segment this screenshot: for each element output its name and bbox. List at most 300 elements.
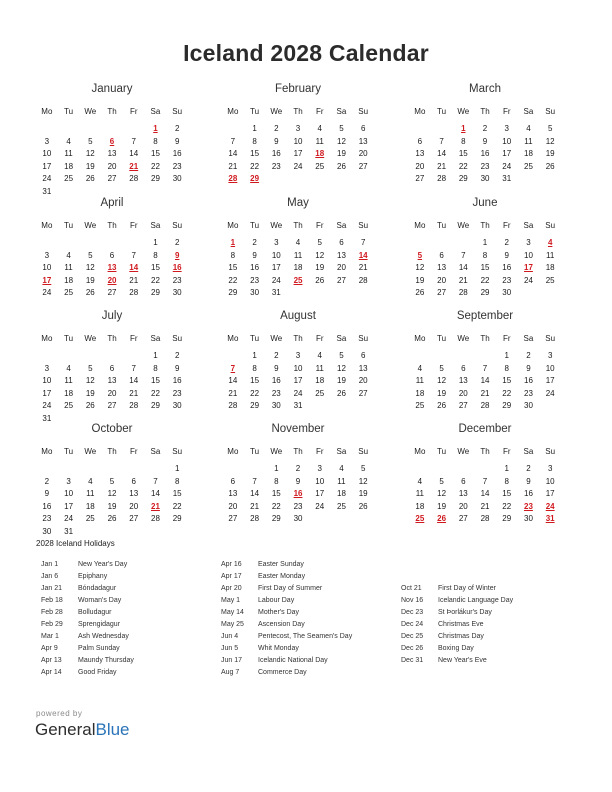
holiday-list-item	[221, 619, 352, 631]
day-cell: 24	[545, 388, 555, 398]
day-cell: 26	[85, 288, 95, 298]
day-cell: 27	[228, 514, 238, 524]
holiday-name: Easter Monday	[258, 573, 306, 580]
day-cell: 20	[107, 388, 117, 398]
holiday-day-cell: 23	[524, 501, 533, 511]
day-cell: 13	[337, 250, 346, 260]
day-cell: 28	[250, 514, 260, 524]
day-cell: 10	[64, 489, 74, 499]
holiday-name: Icelandic Language Day	[438, 597, 514, 604]
day-cell: 28	[458, 288, 468, 298]
day-cell: 18	[85, 501, 95, 511]
empty-day-cell	[518, 287, 540, 300]
day-cell: 13	[129, 489, 139, 499]
weekday-label: Tu	[437, 221, 447, 230]
day-cell: 28	[129, 288, 139, 298]
day-cell: 25	[64, 288, 74, 298]
holiday-date: Jun 5	[221, 645, 239, 652]
day-cell: 13	[107, 149, 117, 159]
month-3	[409, 83, 561, 186]
day-cell: 4	[417, 476, 423, 486]
day-cell: 12	[85, 263, 95, 273]
empty-day-cell	[244, 463, 266, 476]
empty-day-cell	[36, 350, 58, 363]
day-cell: 11	[415, 489, 425, 499]
weekday-label: Fr	[129, 221, 138, 230]
day-cell: 22	[228, 275, 238, 285]
day-cell: 29	[151, 401, 160, 411]
empty-day-cell	[431, 350, 453, 363]
empty-day-cell	[539, 400, 561, 413]
weekday-label: We	[457, 447, 470, 456]
day-cell: 15	[271, 489, 281, 499]
week-row	[222, 161, 374, 174]
day-cell: 15	[480, 263, 490, 273]
empty-day-cell	[331, 287, 353, 300]
weekday-label: Th	[480, 334, 490, 343]
week-row	[36, 350, 188, 363]
day-cell: 25	[315, 161, 325, 171]
holiday-list-item	[221, 667, 352, 679]
holiday-day-cell: 13	[107, 263, 117, 273]
holiday-day-cell: 21	[129, 161, 139, 171]
day-cell: 23	[271, 161, 281, 171]
day-cell: 24	[271, 275, 281, 285]
empty-day-cell	[58, 123, 80, 136]
holiday-name: Boxing Day	[438, 645, 474, 652]
weekday-label: We	[270, 107, 283, 116]
holiday-day-cell: 28	[228, 174, 238, 184]
holiday-name: Labour Day	[258, 597, 295, 604]
day-cell: 10	[271, 250, 281, 260]
day-cell: 15	[151, 376, 160, 386]
holiday-list-item	[401, 583, 513, 595]
empty-day-cell	[79, 463, 101, 476]
day-cell: 8	[461, 136, 466, 146]
holiday-date: Oct 21	[401, 585, 422, 592]
empty-day-cell	[352, 173, 374, 186]
day-cell: 11	[64, 263, 73, 273]
week-row	[409, 363, 561, 376]
weekday-label: Th	[480, 107, 490, 116]
month-5	[222, 197, 374, 300]
holiday-day-cell: 1	[153, 124, 158, 133]
weekday-label: Su	[358, 334, 369, 343]
holiday-list-item	[221, 607, 352, 619]
holiday-list-item	[41, 583, 134, 595]
weekday-label: We	[270, 334, 283, 343]
day-cell: 22	[151, 275, 160, 285]
week-row	[222, 476, 374, 489]
holiday-date: Aug 7	[221, 669, 240, 676]
holiday-date: Dec 24	[401, 621, 424, 628]
day-cell: 2	[174, 124, 180, 133]
empty-day-cell	[123, 350, 145, 363]
month-name: November	[271, 423, 325, 435]
day-cell: 3	[504, 124, 509, 133]
day-cell: 9	[526, 476, 531, 486]
day-cell: 14	[458, 263, 468, 273]
day-cell: 14	[129, 149, 139, 159]
day-cell: 26	[358, 501, 368, 511]
weekday-label: Mo	[41, 447, 53, 456]
holiday-date: Apr 13	[41, 657, 62, 664]
weekday-label: Sa	[336, 221, 347, 230]
empty-day-cell	[452, 463, 474, 476]
empty-day-cell	[409, 123, 431, 136]
weekday-label: Fr	[502, 221, 511, 230]
day-cell: 10	[545, 363, 555, 373]
holiday-day-cell: 16	[172, 263, 182, 273]
day-cell: 2	[174, 238, 180, 247]
day-cell: 29	[502, 514, 512, 524]
day-cell: 7	[461, 250, 466, 260]
day-cell: 22	[502, 501, 512, 511]
week-row	[222, 123, 374, 136]
day-cell: 7	[360, 238, 366, 247]
day-cell: 14	[129, 376, 139, 386]
empty-day-cell	[409, 463, 431, 476]
day-cell: 26	[85, 401, 95, 411]
day-cell: 7	[131, 363, 136, 373]
holiday-name: Easter Sunday	[258, 561, 304, 568]
day-cell: 18	[545, 263, 555, 273]
week-row	[409, 275, 561, 288]
empty-day-cell	[452, 350, 474, 363]
week-row	[222, 375, 374, 388]
day-cell: 26	[337, 161, 346, 171]
empty-day-cell	[58, 237, 80, 250]
day-cell: 17	[42, 161, 52, 171]
day-cell: 11	[293, 250, 303, 260]
weekday-label: Tu	[64, 221, 74, 230]
day-cell: 13	[437, 263, 447, 273]
day-cell: 20	[458, 388, 468, 398]
empty-day-cell	[79, 526, 101, 539]
day-cell: 30	[172, 288, 182, 298]
day-cell: 14	[250, 489, 260, 499]
day-cell: 9	[504, 250, 509, 260]
empty-day-cell	[101, 526, 123, 539]
day-cell: 14	[480, 489, 490, 499]
month-1	[36, 83, 188, 199]
day-cell: 18	[64, 275, 74, 285]
day-cell: 8	[153, 363, 158, 373]
day-cell: 15	[250, 376, 260, 386]
day-cell: 27	[337, 275, 346, 285]
day-cell: 1	[252, 351, 257, 360]
month-name: August	[280, 310, 316, 322]
day-cell: 13	[358, 136, 368, 146]
holiday-name: Good Friday	[78, 669, 117, 676]
day-cell: 18	[415, 501, 425, 511]
week-row	[409, 237, 561, 250]
day-cell: 23	[172, 161, 182, 171]
week-row	[222, 350, 374, 363]
day-cell: 25	[64, 174, 74, 184]
weekday-label: Su	[358, 221, 369, 230]
day-cell: 28	[480, 401, 490, 411]
holiday-date: May 14	[221, 609, 244, 616]
weekday-header	[36, 441, 188, 463]
day-cell: 21	[228, 388, 238, 398]
week-row	[36, 488, 188, 501]
day-cell: 26	[107, 514, 117, 524]
day-cell: 5	[339, 351, 344, 360]
day-cell: 1	[252, 124, 257, 133]
day-cell: 9	[295, 476, 301, 486]
week-row	[222, 363, 374, 376]
day-cell: 27	[358, 161, 368, 171]
holiday-name: Commerce Day	[258, 669, 307, 676]
day-cell: 13	[458, 489, 468, 499]
day-cell: 8	[153, 136, 158, 146]
day-cell: 15	[228, 263, 238, 273]
day-cell: 21	[480, 388, 490, 398]
weekday-label: Mo	[227, 447, 239, 456]
day-cell: 4	[317, 124, 322, 133]
holiday-name: Icelandic National Day	[258, 657, 328, 664]
day-cell: 18	[524, 149, 533, 159]
day-cell: 1	[153, 351, 158, 360]
empty-day-cell	[123, 526, 145, 539]
day-cell: 30	[293, 514, 303, 524]
holiday-name: New Year's Day	[78, 561, 128, 568]
week-row	[222, 501, 374, 514]
day-cell: 15	[502, 489, 512, 499]
day-cell: 19	[337, 149, 346, 159]
day-cell: 1	[504, 464, 509, 473]
empty-day-cell	[474, 463, 496, 476]
day-cell: 27	[107, 288, 117, 298]
holiday-date: Feb 18	[41, 597, 63, 604]
weekday-label: Su	[172, 107, 183, 116]
empty-day-cell	[309, 400, 331, 413]
day-cell: 2	[504, 238, 509, 247]
day-cell: 31	[42, 186, 52, 196]
weekday-header	[409, 441, 561, 463]
holiday-list-item	[41, 631, 134, 643]
day-cell: 30	[172, 174, 182, 184]
weekday-label: Th	[107, 334, 117, 343]
holiday-day-cell: 29	[250, 174, 260, 184]
day-cell: 27	[415, 174, 425, 184]
day-cell: 5	[88, 363, 93, 373]
weekday-label: Fr	[129, 334, 138, 343]
day-cell: 25	[337, 501, 346, 511]
week-row	[409, 262, 561, 275]
empty-day-cell	[101, 463, 123, 476]
weekday-label: Tu	[250, 221, 260, 230]
holiday-date: May 25	[221, 621, 244, 628]
day-cell: 14	[228, 376, 238, 386]
weekday-label: We	[270, 221, 283, 230]
holiday-day-cell: 26	[437, 514, 447, 524]
holiday-name: Palm Sunday	[78, 645, 120, 652]
day-cell: 16	[172, 149, 182, 159]
week-row	[36, 363, 188, 376]
day-cell: 20	[337, 263, 346, 273]
week-row	[409, 400, 561, 413]
weekday-label: Tu	[64, 447, 74, 456]
weekday-label: Fr	[502, 447, 511, 456]
weekday-label: Tu	[64, 107, 74, 116]
month-name: February	[274, 83, 322, 95]
weekday-label: Sa	[150, 107, 161, 116]
week-row	[409, 250, 561, 263]
day-cell: 7	[153, 476, 158, 486]
holiday-day-cell: 14	[358, 250, 368, 260]
day-cell: 13	[458, 376, 468, 386]
holiday-list-item	[401, 631, 513, 643]
holiday-list-item	[41, 619, 134, 631]
day-cell: 30	[271, 401, 281, 411]
holiday-list-item	[221, 655, 352, 667]
day-cell: 8	[504, 363, 509, 373]
day-cell: 26	[315, 275, 325, 285]
holiday-list-item	[41, 667, 134, 679]
brand-logo[interactable]	[35, 720, 130, 740]
day-cell: 10	[42, 376, 52, 386]
weekday-label: Su	[358, 447, 369, 456]
day-cell: 20	[358, 376, 368, 386]
day-cell: 6	[461, 363, 466, 373]
holiday-day-cell: 20	[107, 275, 117, 285]
day-cell: 4	[66, 250, 71, 260]
week-row	[222, 250, 374, 263]
month-2	[222, 83, 374, 186]
weekday-header	[36, 328, 188, 350]
day-cell: 16	[480, 149, 490, 159]
day-cell: 5	[109, 476, 115, 486]
day-cell: 3	[274, 238, 279, 247]
week-row	[409, 350, 561, 363]
empty-day-cell	[539, 173, 561, 186]
week-row	[409, 173, 561, 186]
day-cell: 12	[437, 376, 447, 386]
day-cell: 22	[271, 501, 281, 511]
week-row	[409, 161, 561, 174]
holiday-date: Apr 14	[41, 669, 62, 676]
day-cell: 19	[85, 388, 95, 398]
day-cell: 16	[271, 376, 281, 386]
month-4	[36, 197, 188, 300]
weekday-label: Mo	[227, 107, 239, 116]
empty-day-cell	[101, 237, 123, 250]
holiday-day-cell: 4	[547, 238, 553, 247]
day-cell: 17	[271, 263, 281, 273]
day-cell: 2	[526, 464, 531, 473]
day-cell: 22	[502, 388, 512, 398]
day-cell: 28	[228, 401, 238, 411]
day-cell: 30	[172, 401, 182, 411]
holiday-day-cell: 6	[109, 136, 115, 146]
week-row	[222, 513, 374, 526]
day-cell: 19	[85, 161, 95, 171]
day-cell: 12	[415, 263, 425, 273]
day-cell: 7	[230, 136, 236, 146]
day-cell: 20	[458, 501, 468, 511]
day-cell: 28	[358, 275, 368, 285]
week-row	[222, 173, 374, 186]
weekday-label: Su	[545, 447, 556, 456]
weekday-label: We	[84, 107, 97, 116]
day-cell: 6	[461, 476, 466, 486]
weekday-label: Mo	[414, 107, 426, 116]
day-cell: 22	[458, 161, 468, 171]
week-row	[409, 136, 561, 149]
day-cell: 30	[502, 288, 512, 298]
weekday-label: Tu	[64, 334, 74, 343]
week-row	[36, 287, 188, 300]
day-cell: 17	[64, 501, 74, 511]
day-cell: 6	[131, 476, 136, 486]
day-cell: 18	[337, 489, 346, 499]
holiday-name: Sprengidagur	[78, 621, 121, 628]
day-cell: 31	[502, 174, 512, 184]
week-row	[409, 488, 561, 501]
day-cell: 9	[274, 363, 279, 373]
day-cell: 24	[502, 161, 512, 171]
holiday-date: May 1	[221, 597, 241, 604]
day-cell: 21	[250, 501, 260, 511]
empty-day-cell	[36, 123, 58, 136]
day-cell: 19	[337, 376, 346, 386]
holiday-name: Woman's Day	[78, 597, 122, 604]
day-cell: 26	[415, 288, 425, 298]
weekday-label: Th	[293, 447, 303, 456]
week-row	[36, 526, 188, 539]
weekday-label: Su	[172, 447, 183, 456]
day-cell: 11	[415, 376, 425, 386]
month-name: October	[91, 423, 133, 435]
day-cell: 5	[360, 464, 366, 473]
empty-day-cell	[409, 350, 431, 363]
day-cell: 1	[482, 238, 488, 247]
day-cell: 2	[44, 476, 50, 486]
day-cell: 28	[129, 401, 139, 411]
day-cell: 9	[174, 136, 180, 146]
week-row	[409, 476, 561, 489]
week-row	[36, 501, 188, 514]
day-cell: 8	[153, 250, 158, 260]
month-name: September	[456, 310, 514, 322]
weekday-label: Mo	[41, 334, 53, 343]
week-row	[36, 463, 188, 476]
empty-day-cell	[79, 350, 101, 363]
day-cell: 2	[482, 124, 488, 133]
holiday-day-cell: 14	[129, 263, 139, 273]
weekday-label: Fr	[315, 221, 324, 230]
day-cell: 2	[274, 351, 279, 360]
week-row	[36, 250, 188, 263]
day-cell: 15	[250, 149, 260, 159]
weekday-label: Sa	[150, 447, 161, 456]
day-cell: 24	[293, 161, 303, 171]
empty-day-cell	[222, 463, 244, 476]
weekday-label: Mo	[41, 107, 53, 116]
holiday-list-item	[401, 607, 513, 619]
week-row	[409, 123, 561, 136]
day-cell: 18	[64, 161, 74, 171]
day-cell: 27	[358, 388, 368, 398]
day-cell: 3	[44, 250, 50, 260]
day-cell: 14	[228, 149, 238, 159]
day-cell: 6	[439, 250, 444, 260]
empty-day-cell	[309, 173, 331, 186]
day-cell: 6	[109, 250, 115, 260]
weekday-label: Th	[480, 221, 490, 230]
